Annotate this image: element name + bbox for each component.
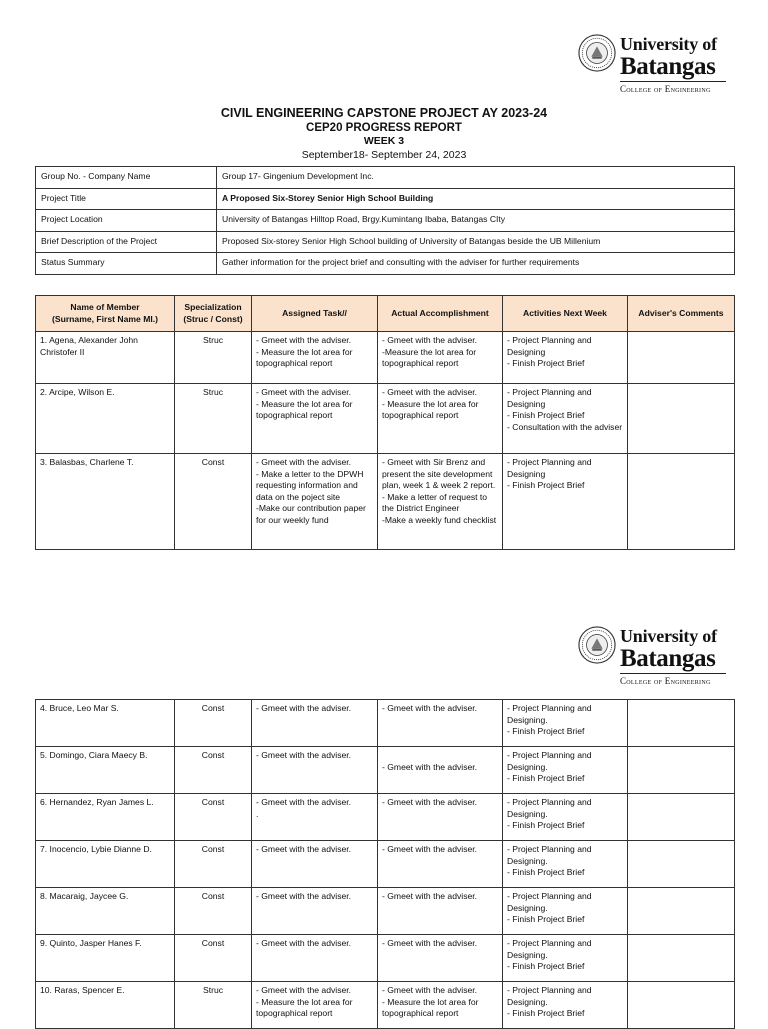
actual-accomplishment xyxy=(378,454,503,550)
info-label: Project Location xyxy=(36,210,217,232)
actual-accomplishment xyxy=(378,841,503,888)
activities-next-week-line: - Project Planning and Designing. xyxy=(507,938,592,960)
assigned-task xyxy=(252,332,378,384)
activities-next-week-line: - Finish Project Brief xyxy=(507,1008,585,1019)
activities-next-week-line: - Project Planning and Designing. xyxy=(507,750,592,772)
info-label: Status Summary xyxy=(36,253,217,275)
assigned-task-line: - Gmeet with the adviser. xyxy=(256,387,352,397)
info-value: University of Batangas Hilltop Road, Brgy.Kumintang Ibaba, Batangas CIty xyxy=(217,210,735,232)
university-logo-page-2 xyxy=(578,626,726,684)
assigned-task-line: . xyxy=(256,808,259,819)
col-name-header: Name of Member (Surname, First Name MI.) xyxy=(36,296,175,332)
info-label: Group No. - Company Name xyxy=(36,167,217,189)
actual-accomplishment-line: - Gmeet with Sir Brenz and present the site development plan, week 1 & week 2 report. xyxy=(382,457,496,491)
actual-accomplishment-line: - Gmeet with the adviser. xyxy=(382,938,478,948)
logo-line-2: Batangas xyxy=(620,53,716,80)
info-label: Brief Description of the Project xyxy=(36,231,217,253)
assigned-task-line: - Measure the lot area for topographical report xyxy=(256,398,353,421)
activities-next-week-line: - Project Planning and Designing. xyxy=(507,891,592,913)
activities-next-week xyxy=(503,794,628,841)
member-specialization: Const xyxy=(175,841,252,888)
advisers-comment xyxy=(628,332,735,384)
member-name: 7. Inocencio, Lybie Dianne D. xyxy=(36,841,175,888)
logo-line-1: University of xyxy=(620,626,717,646)
advisers-comment xyxy=(628,747,735,794)
member-specialization: Const xyxy=(175,935,252,982)
col-task-header: Assigned Task// xyxy=(252,296,378,332)
col-spec-header: Specialization (Struc / Const) xyxy=(175,296,252,332)
table-row xyxy=(36,794,735,841)
actual-accomplishment xyxy=(378,794,503,841)
member-name: 4. Bruce, Leo Mar S. xyxy=(36,700,175,747)
logo-line-3: College of Engineering xyxy=(620,676,711,686)
info-row xyxy=(36,210,735,232)
table-row xyxy=(36,982,735,1029)
col-next-header: Activities Next Week xyxy=(503,296,628,332)
advisers-comment xyxy=(628,841,735,888)
actual-accomplishment xyxy=(378,384,503,454)
info-value: Gather information for the project brief and consulting with the adviser for further requirements xyxy=(217,253,735,275)
assigned-task xyxy=(252,935,378,982)
info-label: Project Title xyxy=(36,188,217,210)
advisers-comment xyxy=(628,982,735,1029)
member-name: 6. Hernandez, Ryan James L. xyxy=(36,794,175,841)
actual-accomplishment xyxy=(378,935,503,982)
activities-next-week-line: - Finish Project Brief xyxy=(507,773,585,784)
report-week: WEEK 3 xyxy=(363,135,405,147)
activities-next-week-line: - Project Planning and Designing. xyxy=(507,844,592,866)
member-specialization: Const xyxy=(175,700,252,747)
actual-accomplishment-line: - Gmeet with the adviser. xyxy=(382,797,478,807)
info-value: Proposed Six-storey Senior High School building of University of Batangas beside the UB Millenium xyxy=(217,231,735,253)
assigned-task-line: - Measure the lot area for topographical report xyxy=(256,346,353,369)
logo-line-2: Batangas xyxy=(620,645,716,672)
advisers-comment xyxy=(628,888,735,935)
logo-rule xyxy=(620,81,726,82)
university-logo xyxy=(578,34,726,92)
assigned-task-line: - Gmeet with the adviser. xyxy=(256,750,352,760)
member-specialization: Struc xyxy=(175,332,252,384)
university-seal-icon xyxy=(578,34,616,72)
activities-next-week xyxy=(503,384,628,454)
assigned-task-line: - Gmeet with the adviser. xyxy=(256,797,352,807)
member-specialization: Const xyxy=(175,888,252,935)
table-row xyxy=(36,700,735,747)
assigned-task xyxy=(252,794,378,841)
report-dates: September18- September 24, 2023 xyxy=(301,149,467,161)
assigned-task-line: -Make our contribution paper for our weekly fund xyxy=(256,503,366,525)
member-specialization: Struc xyxy=(175,982,252,1029)
assigned-task-line: - Gmeet with the adviser. xyxy=(256,985,352,995)
activities-next-week-line: - Finish Project Brief xyxy=(507,867,585,878)
assigned-task xyxy=(252,888,378,935)
actual-accomplishment xyxy=(378,982,503,1029)
actual-accomplishment-line: - Gmeet with the adviser. xyxy=(382,335,478,345)
university-seal-icon xyxy=(578,626,616,664)
assigned-task xyxy=(252,982,378,1029)
actual-accomplishment-line: - Gmeet with the adviser. xyxy=(382,387,478,397)
activities-next-week-line: - Finish Project Brief xyxy=(507,820,585,831)
activities-next-week xyxy=(503,332,628,384)
assigned-task-line: - Gmeet with the adviser. xyxy=(256,938,352,948)
member-specialization: Const xyxy=(175,794,252,841)
table-row xyxy=(36,454,735,550)
activities-next-week xyxy=(503,982,628,1029)
member-name: 8. Macaraig, Jaycee G. xyxy=(36,888,175,935)
activities-next-week-line: - Finish Project Brief xyxy=(507,358,585,369)
assigned-task-line: - Gmeet with the adviser. xyxy=(256,891,352,901)
actual-accomplishment-line: -Make a weekly fund checklist xyxy=(382,514,497,525)
activities-next-week xyxy=(503,935,628,982)
table-row xyxy=(36,841,735,888)
actual-accomplishment-line: - Gmeet with the adviser. xyxy=(382,703,478,713)
actual-accomplishment xyxy=(378,700,503,747)
activities-next-week-line: - Finish Project Brief xyxy=(507,914,585,925)
activities-next-week xyxy=(503,841,628,888)
logo-line-1: University of xyxy=(620,34,717,54)
advisers-comment xyxy=(628,794,735,841)
activities-next-week-line: - Project Planning and Designing. xyxy=(507,703,592,725)
col-comments-header: Adviser's Comments xyxy=(628,296,735,332)
assigned-task xyxy=(252,700,378,747)
info-value: A Proposed Six-Storey Senior High School Building xyxy=(217,188,735,210)
activities-next-week-line: - Project Planning and Designing xyxy=(507,387,592,409)
table-row xyxy=(36,888,735,935)
assigned-task-line: - Gmeet with the adviser. xyxy=(256,457,352,467)
assigned-task-line: - Gmeet with the adviser. xyxy=(256,335,352,345)
info-row xyxy=(36,231,735,253)
member-name: 3. Balasbas, Charlene T. xyxy=(36,454,175,550)
member-specialization: Const xyxy=(175,747,252,794)
table-row xyxy=(36,935,735,982)
report-title: CIVIL ENGINEERING CAPSTONE PROJECT AY 2023-24 xyxy=(220,106,548,120)
activities-next-week-line: - Consultation with the adviser xyxy=(507,421,623,432)
info-row xyxy=(36,167,735,189)
info-value: Group 17- Gingenium Development Inc. xyxy=(217,167,735,189)
members-table-page-2 xyxy=(35,699,735,1029)
table-row xyxy=(36,332,735,384)
member-specialization: Struc xyxy=(175,384,252,454)
activities-next-week-line: - Project Planning and Designing. xyxy=(507,797,592,819)
actual-accomplishment-line: - Gmeet with the adviser. xyxy=(382,844,478,854)
assigned-task xyxy=(252,384,378,454)
logo-rule xyxy=(620,673,726,674)
member-name: 5. Domingo, Ciara Maecy B. xyxy=(36,747,175,794)
member-name: 9. Quinto, Jasper Hanes F. xyxy=(36,935,175,982)
report-subtitle: CEP20 PROGRESS REPORT xyxy=(306,122,462,134)
info-row xyxy=(36,188,735,210)
activities-next-week-line: - Finish Project Brief xyxy=(507,410,585,421)
actual-accomplishment-line: - Gmeet with the adviser. xyxy=(382,761,478,772)
assigned-task xyxy=(252,841,378,888)
info-row xyxy=(36,253,735,275)
activities-next-week xyxy=(503,888,628,935)
member-name: 2. Arcipe, Wilson E. xyxy=(36,384,175,454)
activities-next-week-line: - Finish Project Brief xyxy=(507,961,585,972)
table-row xyxy=(36,747,735,794)
assigned-task-line: - Gmeet with the adviser. xyxy=(256,703,352,713)
advisers-comment xyxy=(628,700,735,747)
assigned-task-line: - Measure the lot area for topographical report xyxy=(256,996,353,1019)
table-row xyxy=(36,384,735,454)
actual-accomplishment-line: - Measure the lot area for topographical report xyxy=(382,996,479,1019)
actual-accomplishment-line: - Measure the lot area for topographical report xyxy=(382,398,479,421)
advisers-comment xyxy=(628,454,735,550)
assigned-task xyxy=(252,454,378,550)
activities-next-week-line: - Project Planning and Designing xyxy=(507,335,592,357)
advisers-comment xyxy=(628,935,735,982)
actual-accomplishment-line xyxy=(382,750,498,762)
actual-accomplishment-line: - Gmeet with the adviser. xyxy=(382,985,478,995)
actual-accomplishment-line: -Measure the lot area for topographical report xyxy=(382,346,477,369)
actual-accomplishment xyxy=(378,747,503,794)
report-header xyxy=(0,106,768,162)
col-actual-header: Actual Accomplishment xyxy=(378,296,503,332)
activities-next-week-line: - Project Planning and Designing. xyxy=(507,985,592,1007)
actual-accomplishment-line: - Gmeet with the adviser. xyxy=(382,891,478,901)
members-header-row xyxy=(36,296,735,332)
actual-accomplishment-line: - Make a letter of request to the District Engineer xyxy=(382,491,488,514)
activities-next-week xyxy=(503,700,628,747)
activities-next-week xyxy=(503,747,628,794)
actual-accomplishment xyxy=(378,332,503,384)
members-table-page-1 xyxy=(35,295,735,550)
logo-line-3: College of Engineering xyxy=(620,84,711,94)
assigned-task-line: - Gmeet with the adviser. xyxy=(256,844,352,854)
assigned-task-line: - Make a letter to the DPWH requesting information and data on the poject site xyxy=(256,468,364,502)
activities-next-week-line: - Finish Project Brief xyxy=(507,726,585,737)
actual-accomplishment xyxy=(378,888,503,935)
assigned-task xyxy=(252,747,378,794)
activities-next-week xyxy=(503,454,628,550)
activities-next-week-line: - Project Planning and Designing xyxy=(507,457,592,479)
project-info-table xyxy=(35,166,735,275)
member-name: 1. Agena, Alexander John Christofer II xyxy=(36,332,175,384)
activities-next-week-line: - Finish Project Brief xyxy=(507,480,585,491)
advisers-comment xyxy=(628,384,735,454)
member-name: 10. Raras, Spencer E. xyxy=(36,982,175,1029)
member-specialization: Const xyxy=(175,454,252,550)
